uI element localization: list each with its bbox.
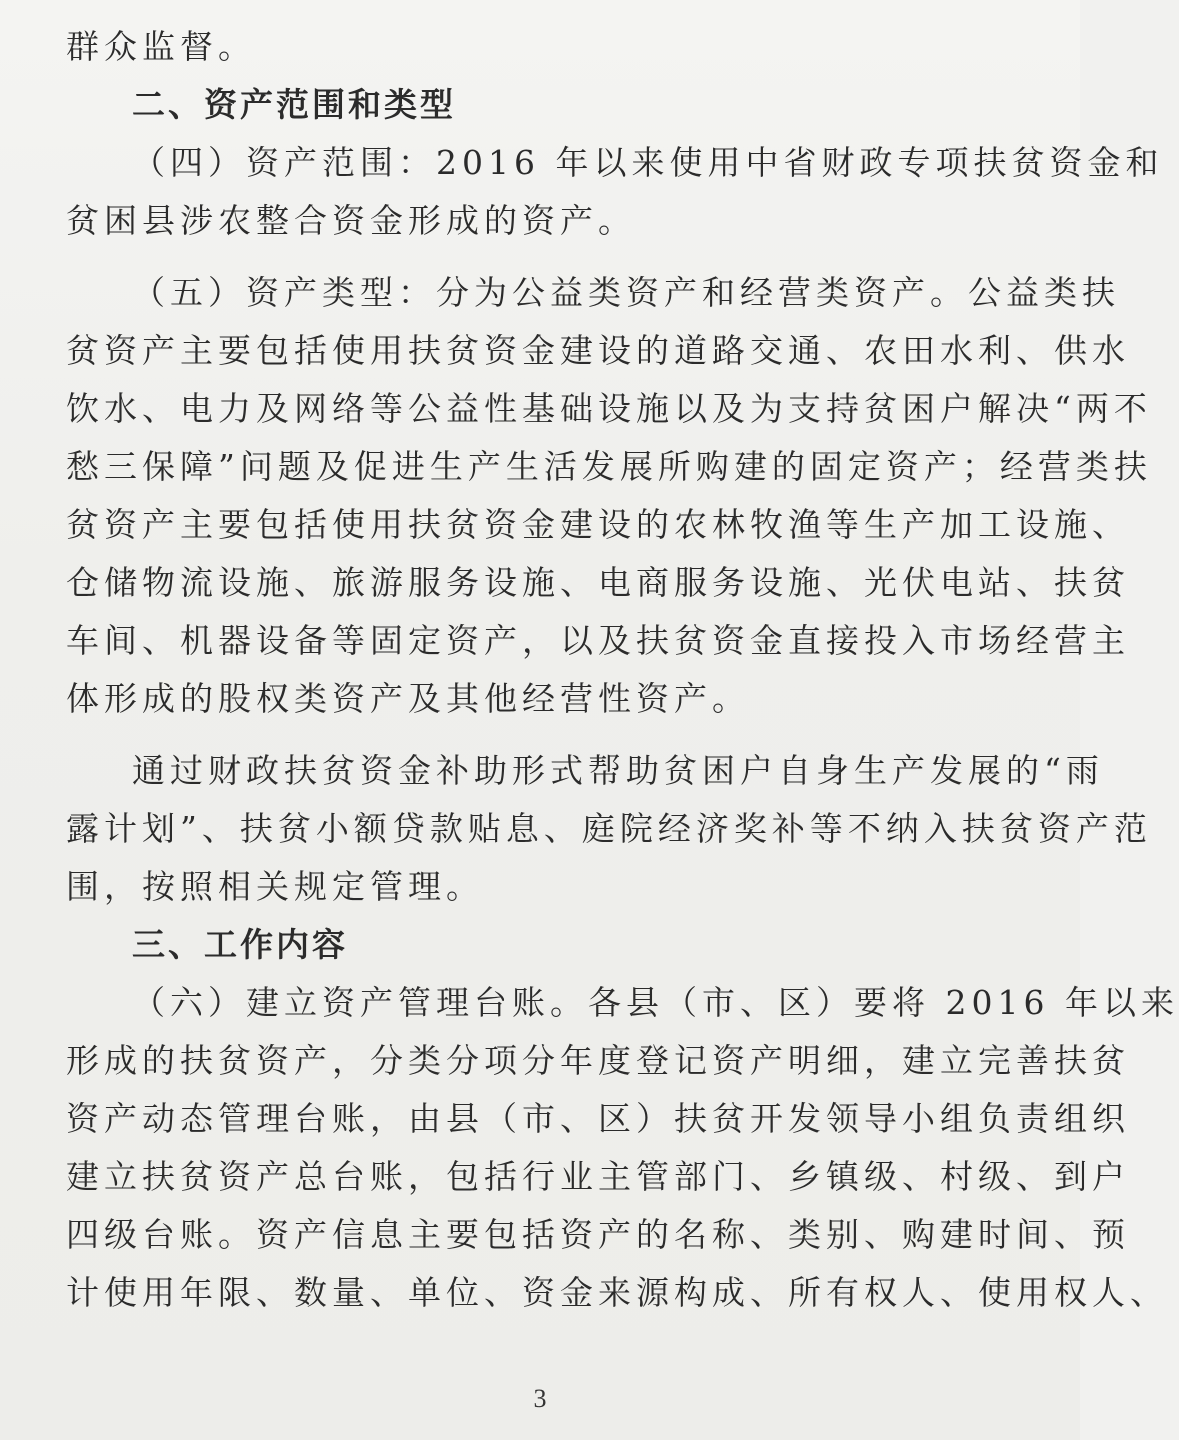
- text-line: 通过财政扶贫资金补助形式帮助贫困户自身生产发展的“雨: [132, 751, 1104, 790]
- text-line: （四）资产范围：2016 年以来使用中省财政专项扶贫资金和: [132, 143, 1164, 182]
- text-line: 仓储物流设施、旅游服务设施、电商服务设施、光伏电站、扶贫: [66, 563, 1130, 602]
- text-line: 贫困县涉农整合资金形成的资产。: [66, 201, 636, 240]
- text-line: 建立扶贫资产总台账，包括行业主管部门、乡镇级、村级、到户: [66, 1157, 1130, 1196]
- paragraph-gap: [66, 728, 986, 742]
- text-line: 愁三保障”问题及促进生产生活发展所购建的固定资产；经营类扶: [66, 447, 1152, 486]
- document-body: [66, 18, 1179, 1322]
- text-line: 饮水、电力及网络等公益性基础设施以及为支持贫困户解决“两不: [66, 389, 1152, 428]
- section-heading: 二、资产范围和类型: [132, 85, 456, 124]
- paragraph-gap: [66, 250, 986, 264]
- text-line: 计使用年限、数量、单位、资金来源构成、所有权人、使用权人、: [66, 1273, 1168, 1312]
- text-line: 资产动态管理台账，由县（市、区）扶贫开发领导小组负责组织: [66, 1099, 1130, 1138]
- text-line: （六）建立资产管理台账。各县（市、区）要将 2016 年以来: [132, 983, 1179, 1022]
- text-line: 围，按照相关规定管理。: [66, 867, 484, 906]
- text-line: 贫资产主要包括使用扶贫资金建设的道路交通、农田水利、供水: [66, 331, 1130, 370]
- text-line: 体形成的股权类资产及其他经营性资产。: [66, 679, 750, 718]
- text-line: （五）资产类型：分为公益类资产和经营类资产。公益类扶: [132, 273, 1120, 312]
- text-line: 群众监督。: [66, 27, 256, 66]
- text-line: 贫资产主要包括使用扶贫资金建设的农林牧渔等生产加工设施、: [66, 505, 1130, 544]
- text-line: 露计划”、扶贫小额贷款贴息、庭院经济奖补等不纳入扶贫资产范: [66, 809, 1152, 848]
- text-line: 四级台账。资产信息主要包括资产的名称、类别、购建时间、预: [66, 1215, 1130, 1254]
- text-line: 形成的扶贫资产，分类分项分年度登记资产明细，建立完善扶贫: [66, 1041, 1130, 1080]
- text-line: 车间、机器设备等固定资产，以及扶贫资金直接投入市场经营主: [66, 621, 1130, 660]
- section-heading: 三、工作内容: [132, 925, 348, 964]
- page-number: 3: [533, 1384, 547, 1413]
